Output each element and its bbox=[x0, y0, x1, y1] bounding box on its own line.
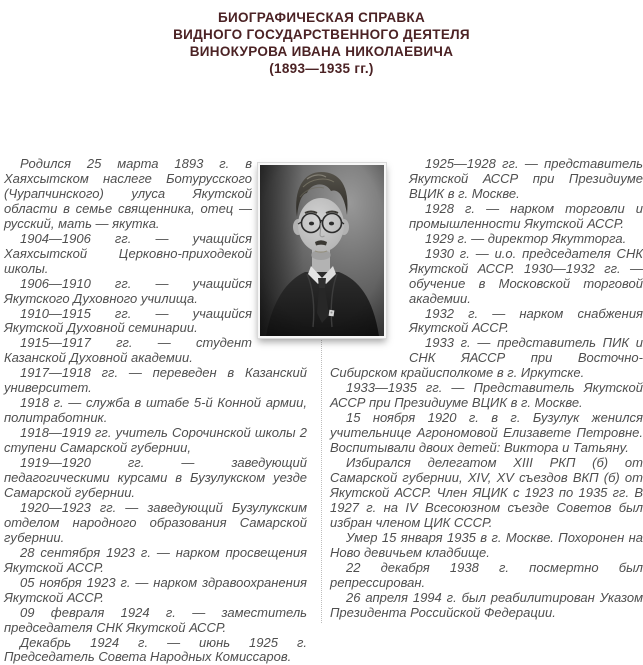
title-line-3: ВИНОКУРОВА ИВАНА НИКОЛАЕВИЧА bbox=[0, 43, 643, 60]
paragraph: 1933 г. — представитель ПИК и СНК ЯАССР при Восточно-Сибирском крайисполкоме в г. Иркутске. bbox=[330, 336, 643, 381]
paragraph: 1932 г. — нарком снабжения Якутской АССР. bbox=[330, 307, 643, 337]
paragraph: Умер 15 января 1935 в г. Москве. Похоронен на Ново девичьем кладбище. bbox=[330, 531, 643, 561]
paragraph: 1904—1906 гг. — учащийся Хаяхсытской Церковно-приходекой школы. bbox=[4, 232, 307, 277]
title-line-2: ВИДНОГО ГОСУДАРСТВЕННОГО ДЕЯТЕЛЯ bbox=[0, 26, 643, 43]
paragraph: 1933—1935 гг. — Представитель Якутской АССР при Президиуме ВЦИК в г. Москве. bbox=[330, 381, 643, 411]
portrait-photo-drawing bbox=[260, 165, 384, 336]
paragraph: 22 декабря 1938 г. посмертно был репрессирован. bbox=[330, 561, 643, 591]
paragraph: 09 февраля 1924 г. — заместитель председателя СНК Якутской АССР. bbox=[4, 606, 307, 636]
paragraph: 1929 г. — директор Якутторга. bbox=[330, 232, 643, 247]
paragraph: 05 ноября 1923 г. — нарком здравоохранения Якутской АССР. bbox=[4, 576, 307, 606]
title-line-1: БИОГРАФИЧЕСКАЯ СПРАВКА bbox=[0, 9, 643, 26]
paragraph: 1919—1920 гг. — заведующий педагогическими курсами в Бузулукском уезде Самарской губернии. bbox=[4, 456, 307, 501]
paragraph: 1930 г. — и.о. председателя СНК Якутской АССР. 1930—1932 гг. — обучение в Московской торговой академии. bbox=[330, 247, 643, 307]
document-title bbox=[0, 9, 643, 77]
paragraph: 1915—1917 гг. — студент Казанской Духовной академии. bbox=[4, 336, 307, 366]
portrait-photo bbox=[258, 163, 386, 338]
paragraph: 26 апреля 1994 г. был реабилитирован Указом Президента Российской Федерации. bbox=[330, 591, 643, 621]
paragraph: 1918 г. — служба в штабе 5-й Конной армии, политработник. bbox=[4, 396, 307, 426]
paragraph: 1910—1915 гг. — учащийся Якутской Духовной семинарии. bbox=[4, 307, 307, 337]
title-line-4: (1893—1935 гг.) bbox=[0, 60, 643, 77]
paragraph: 1928 г. — нарком торговли и промышленности Якутской АССР. bbox=[330, 202, 643, 232]
paragraph: Декабрь 1924 г. — июнь 1925 г. Председатель Совета Народных Комиссаров. bbox=[4, 636, 307, 665]
paragraph: 1920—1923 гг. — заведующий Бузулукским отделом народного образования Самарской губернии. bbox=[4, 501, 307, 546]
paragraph: 1906—1910 гг. — учащийся Якутского Духовного училища. bbox=[4, 277, 307, 307]
paragraph: 1925—1928 гг. — представитель Якутской АССР при Президиуме ВЦИК в г. Москве. bbox=[330, 157, 643, 202]
paragraph: Избирался делегатом XIII РКП (б) от Самарской губернии, XIV, XV съездов ВКП (б) от Якутской АССР. Член ЯЦИК с 1923 по 1935 гг. В 1927 г. на IV Всесоюзном съезде Советов был избран членом ЦИК СССР. bbox=[330, 456, 643, 531]
paragraph: 1918—1919 гг. учитель Сорочинской школы 2 ступени Самарской губернии, bbox=[4, 426, 307, 456]
paragraph: 15 ноября 1920 г. в г. Бузулук женился учительнице Агрономовой Елизавете Петровне. Воспитывали двоих детей: Виктора и Татьяну. bbox=[330, 411, 643, 456]
paragraph: 1917—1918 гг. — переведен в Казанский университет. bbox=[4, 366, 307, 396]
paragraph: Родился 25 марта 1893 г. в Хаяхсытском наслеге Ботурусского (Чурапчинского) улуса Якутской области в семье священника, отец — русский, мать — якутка. bbox=[4, 157, 307, 232]
paragraph: 28 сентября 1923 г. — нарком просвещения Якутской АССР. bbox=[4, 546, 307, 576]
